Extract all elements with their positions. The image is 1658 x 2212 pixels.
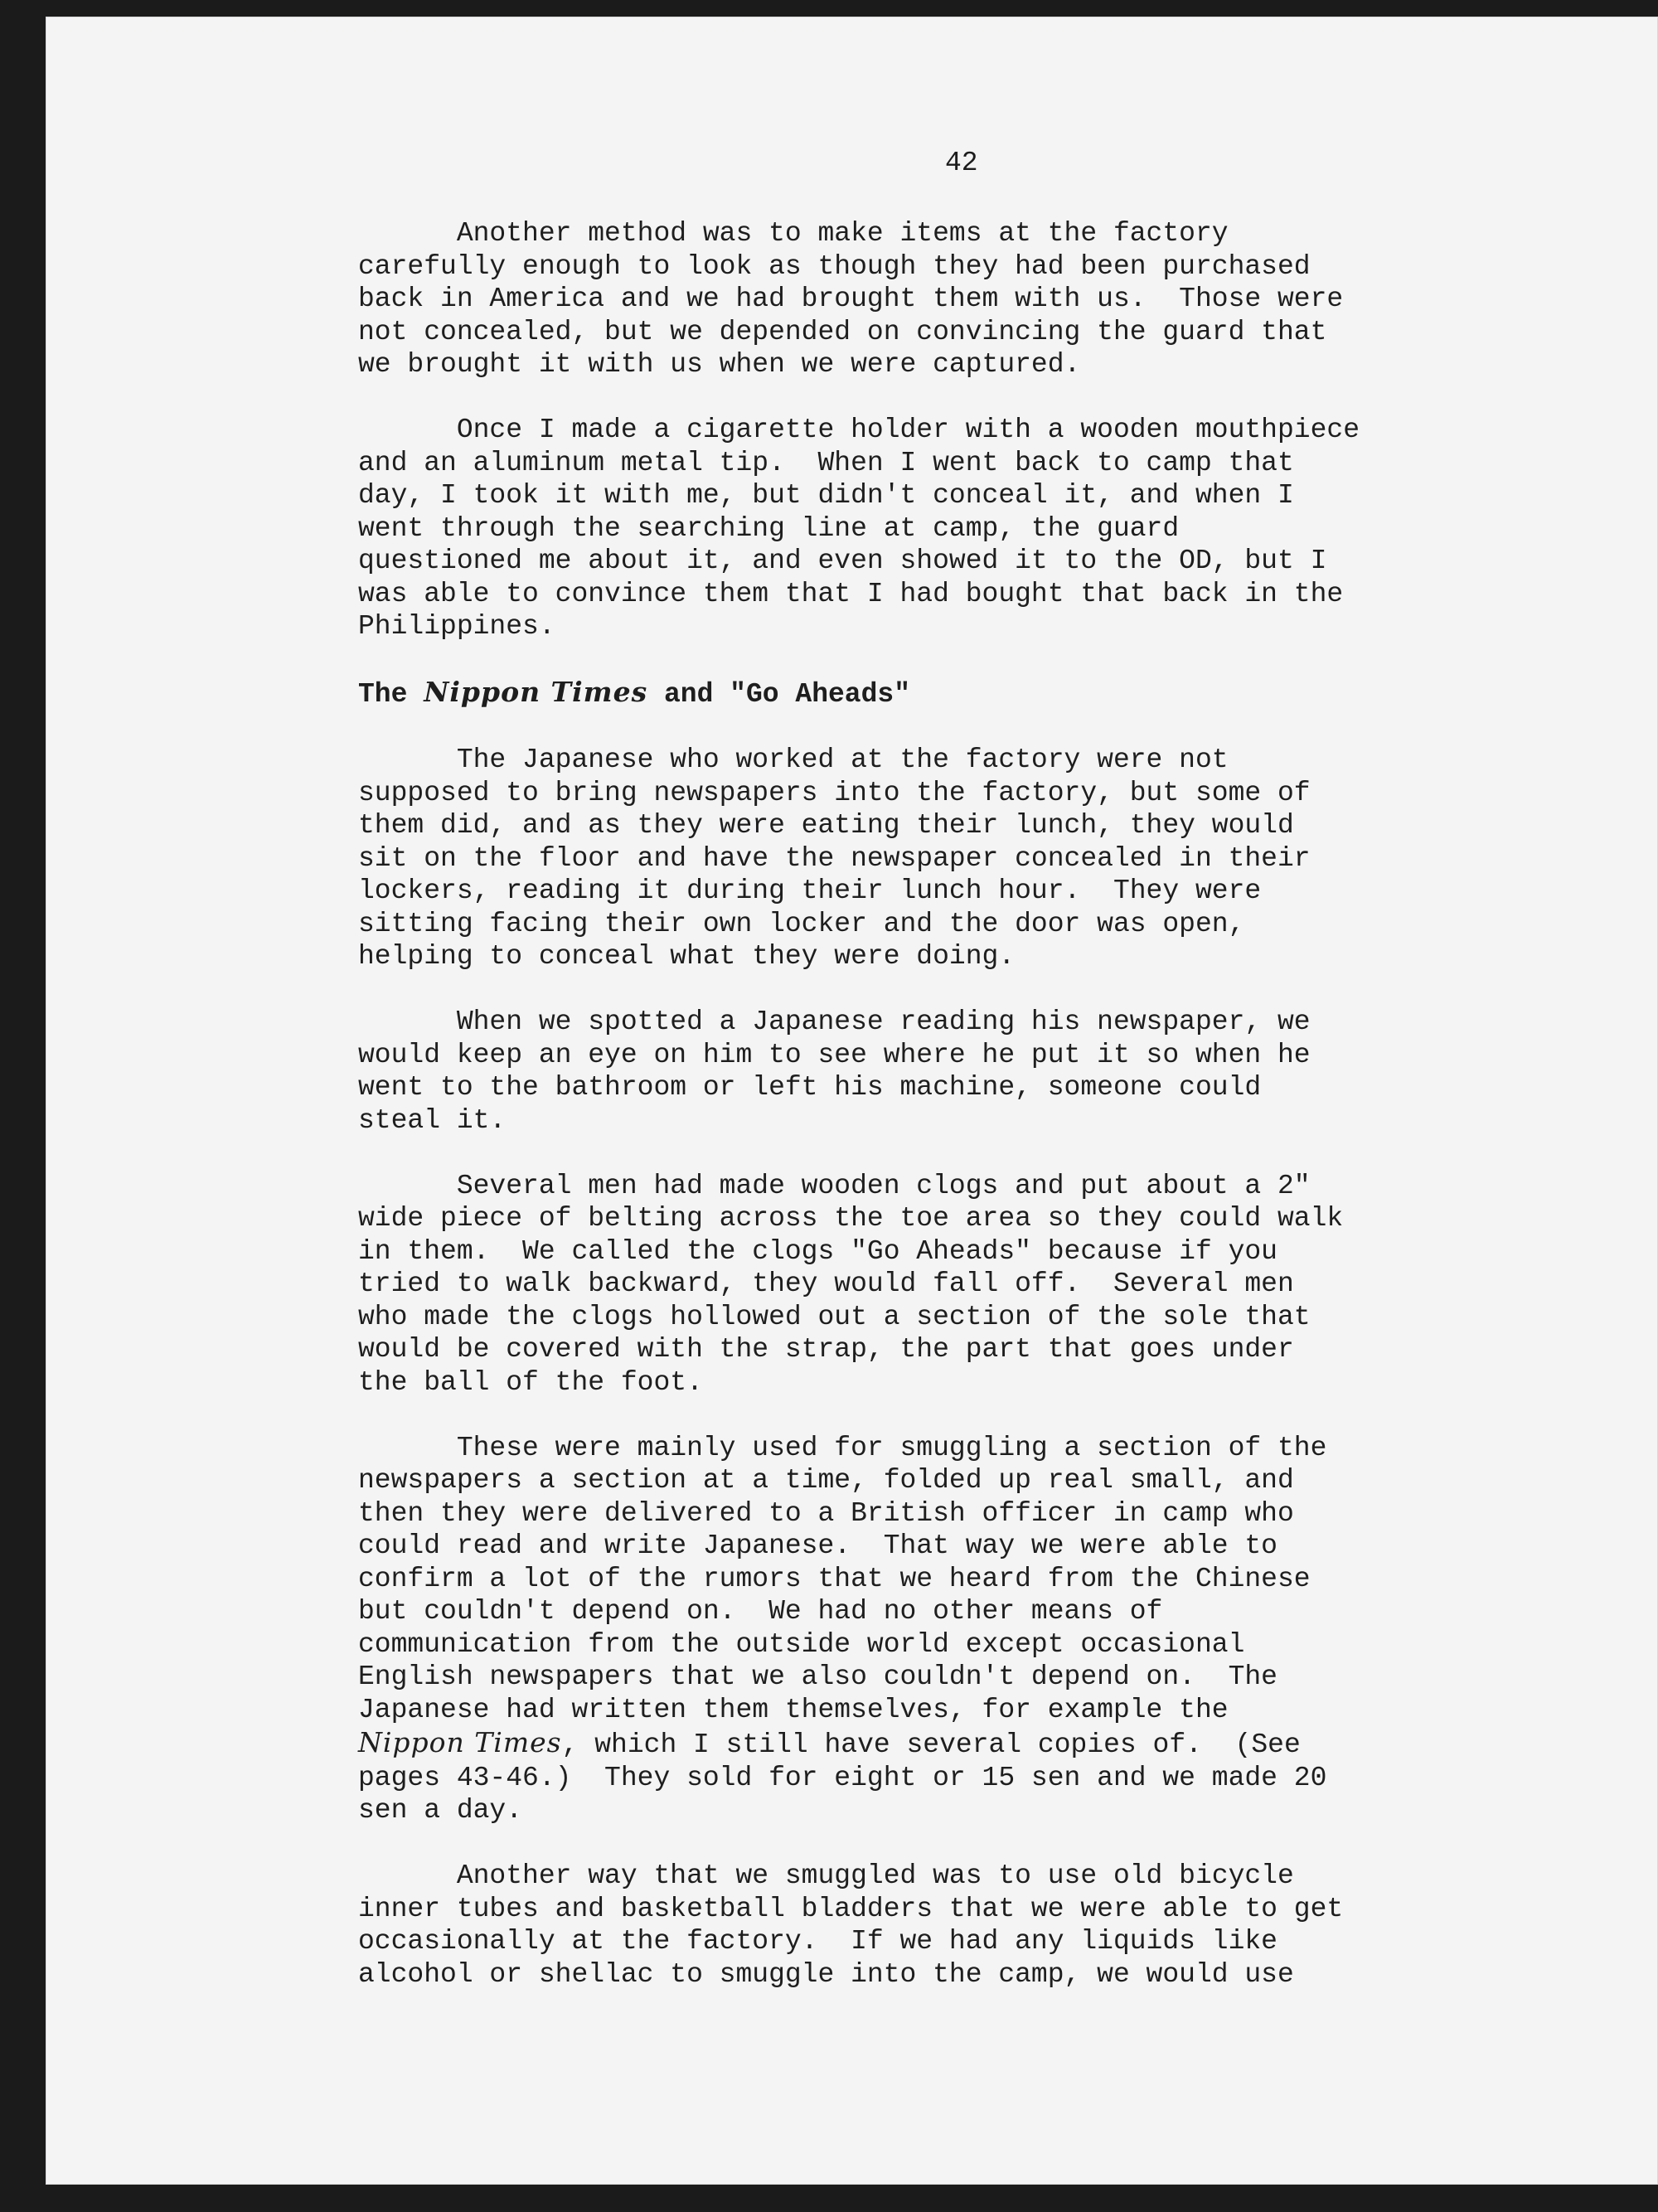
text-line: we brought it with us when we were captured. [358,349,1081,380]
text-line: When we spotted a Japanese reading his newspaper, we [358,1007,1311,1037]
heading-suffix: and "Go Aheads" [647,679,911,710]
text-line: who made the clogs hollowed out a section of the sole that [358,1301,1311,1332]
text-line: day, I took it with me, but didn't conceal it, and when I [358,480,1294,511]
page-number: 42 [945,148,978,178]
text-line: in them. We called the clogs "Go Aheads" because if you [358,1235,1277,1267]
text-line: sitting facing their own locker and the door was open, [358,908,1245,939]
text-line: Philippines. [358,611,555,642]
text-line: and an aluminum metal tip. When I went back to camp that [358,447,1294,478]
text-line: wide piece of belting across the toe area so they could walk [358,1203,1344,1234]
text-line: Another method was to make items at the factory [358,218,1229,249]
text-line: them did, and as they were eating their lunch, they would [358,810,1294,841]
section-heading [358,676,1535,711]
text-line: steal it. [358,1104,507,1136]
text-line: Several men had made wooden clogs and put about a 2" [358,1170,1311,1201]
text-line: The Japanese who worked at the factory were not [358,745,1229,775]
text-line: helping to conceal what they were doing. [358,941,1016,972]
text-line: not concealed, but we depended on convincing the guard that [358,316,1327,347]
text-line: pages 43-46.) They sold for eight or 15 sen and we made 20 [358,1762,1327,1793]
text-line: questioned me about it, and even showed it to the OD, but I [358,546,1327,576]
text-line: back in America and we had brought them with us. Those were [358,284,1344,314]
paragraph-spotted-reader [358,1006,1535,1137]
text-line: then they were delivered to a British officer in camp who [358,1497,1294,1529]
text-line: inner tubes and basketball bladders that we were able to get [358,1893,1344,1924]
text-line: confirm a lot of the rumors that we heard from the Chinese [358,1563,1311,1594]
text-line: occasionally at the factory. If we had any liquids like [358,1926,1277,1957]
text-line: alcohol or shellac to smuggle into the camp, we would use [358,1958,1294,1990]
text-line: the ball of the foot. [358,1366,703,1398]
text-line: communication from the outside world except occasional [358,1628,1245,1660]
text-line: supposed to bring newspapers into the factory, but some of [358,777,1311,808]
text-line: went through the searching line at camp, the guard [358,512,1180,544]
text-line: Japanese had written them themselves, for example the [358,1694,1229,1725]
text-line: newspapers a section at a time, folded up real small, and [358,1465,1294,1496]
text-line: lockers, reading it during their lunch hour. They were [358,876,1262,906]
paragraph-wooden-clogs [358,1170,1535,1399]
paragraph-method [358,217,1535,381]
text-line: would be covered with the strap, the part that goes under [358,1334,1294,1365]
text-line: sit on the floor and have the newspaper concealed in their [358,842,1311,874]
heading-title: Nippon Times [424,676,648,708]
text-line: could read and write Japanese. That way we were able to [358,1530,1277,1561]
text-line: English newspapers that we also couldn't depend on. The [358,1661,1277,1692]
text-line: carefully enough to look as though they had been purchased [358,250,1311,282]
text-line: was able to convince them that I had bought that back in the [358,578,1344,609]
text-line-with-title [358,1726,1535,1762]
document-page [46,17,1658,2185]
paragraph-smuggling-newspapers [358,1432,1535,1827]
text-line: These were mainly used for smuggling a section of the [358,1432,1327,1463]
inline-newspaper-title: Nippon Times [358,1726,562,1758]
heading-prefix: The [358,679,424,710]
text-line: but couldn't depend on. We had no other means of [358,1596,1163,1627]
text-line: tried to walk backward, they would fall off. Several men [358,1269,1294,1299]
paragraph-cigarette-holder [358,414,1535,643]
inline-rest: , which I still have several copies of. (See [561,1729,1301,1760]
paragraph-japanese-workers [358,744,1535,973]
paragraph-inner-tubes [358,1860,1535,1991]
text-line: Another way that we smuggled was to use old bicycle [358,1860,1294,1891]
body-text [358,217,1535,2024]
text-line: went to the bathroom or left his machine, someone could [358,1072,1262,1103]
text-line: sen a day. [358,1795,523,1826]
text-line: would keep an eye on him to see where he put it so when he [358,1039,1311,1070]
text-line: Once I made a cigarette holder with a wooden mouthpiece [358,415,1360,445]
